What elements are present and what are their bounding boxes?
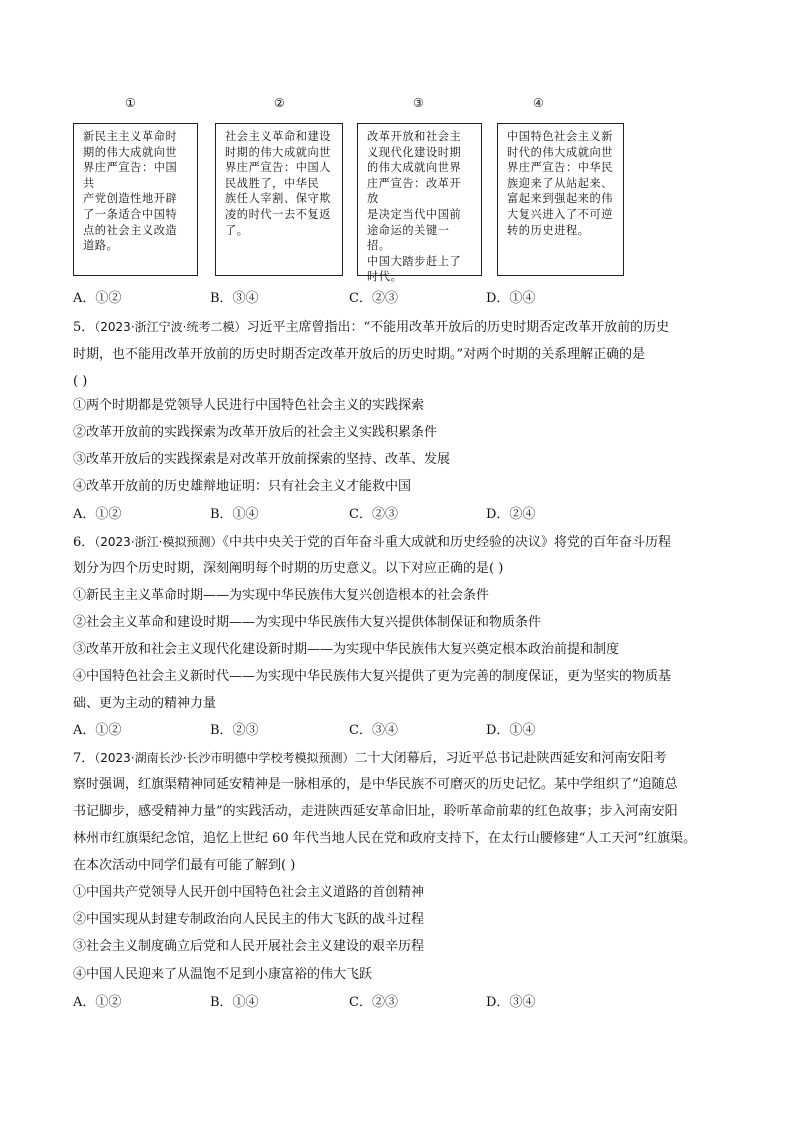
q6-option-d[interactable]: D．①④ [486,723,536,738]
box-line: 民战胜了，中华民 [225,176,320,190]
q5-statement-4: ④改革开放前的历史雄辩地证明：只有社会主义才能救中国 [73,479,412,494]
q5-stem-line-1 [73,318,754,337]
box-line: 大复兴进入了不可逆 [507,207,614,221]
q6-source: （2023·浙江·模拟预测） [94,535,223,549]
q7-option-b[interactable]: B．①④ [210,995,259,1010]
q7-statement-3: ③社会主义制度确立后党和人民开展社会主义建设的艰辛历程 [73,939,425,954]
diagram-box-2 [215,123,343,276]
box-line: 期的伟大成就向世 [83,145,178,159]
box-line: 中国大踏步赶上了 [367,254,462,268]
q6-option-b[interactable]: B．②③ [210,723,259,738]
box-line: 改革开放和社会主 [367,130,462,143]
q5-stem-line-2: 时期，也不能用改革开放前的历史时期否定改革开放后的历史时期。”对两个时期的关系理解正确的是 [73,347,646,362]
box-line: 途命运的关键一招。 [367,223,450,253]
box-line: 界庄严宣告：中国人 [225,161,332,175]
q6-option-a[interactable]: A．①② [73,723,122,738]
q5-statement-2: ②改革开放前的实践探索为改革开放后的社会主义实践积累条件 [73,425,438,440]
q6-statement-2: ②社会主义革命和建设时期——为实现中华民族伟大复兴提供体制保证和物质条件 [73,615,542,630]
box-line: 道路。 [83,239,119,253]
diagram-label-1: ① [125,96,136,110]
q4-option-c[interactable]: C．②③ [349,291,398,306]
q6-option-c[interactable]: C．③④ [349,723,398,738]
diagram-label-2: ② [274,96,285,110]
q7-source: （2023·湖南长沙·长沙市明德中学校考模拟预测） [94,751,355,765]
box-line: 的伟大成就向世界 [367,161,462,175]
q4-option-b[interactable]: B．③④ [210,291,259,306]
diagram-box-3 [357,123,482,284]
q5-statement-1: ①两个时期都是党领导人民进行中国特色社会主义的实践探索 [73,398,425,413]
q7-stem-line-5: 在本次活动中同学们最有可能了解到( ) [73,858,296,873]
box-line: 了。 [225,223,249,237]
q7-stem-line-3: 书记脚步，感受精神力量”的实践活动，走进陕西延安革命旧址，聆听革命前辈的红色故事；步入河南安阳 [73,804,678,819]
q6-stem-text: 《中共中央关于党的百年奋斗重大成就和历史经验的决议》将党的百年奋斗历程 [222,535,671,550]
box-line: 是决定当代中国前 [367,207,462,221]
box-line: 界庄严宣告：中国共 [83,161,178,190]
q6-statement-4: ④中国特色社会主义新时代——为实现中华民族伟大复兴提供了更为完善的制度保证，更为坚实的物质基 [73,669,672,684]
box-line: 义现代化建设时期 [367,145,462,159]
diagram-label-3: ③ [413,96,424,110]
q7-option-a[interactable]: A．①② [73,995,122,1010]
q5-source: （2023·浙江宁波·统考二模） [94,320,247,334]
q7-statement-1: ①中国共产党领导人民开创中国特色社会主义道路的首创精神 [73,885,425,900]
box-line: 时代。 [367,270,403,284]
q7-statement-4: ④中国人民迎来了从温饱不足到小康富裕的伟大飞跃 [73,967,373,982]
q5-answer-blank: ( ) [73,374,88,389]
q5-statement-3: ③改革开放后的实践探索是对改革开放前探索的坚持、改革、发展 [73,452,451,467]
diagram-box-4 [497,123,624,276]
box-line: 族任人宰割、保守欺 [225,192,332,206]
q5-option-c[interactable]: C．②③ [349,507,398,522]
q6-stem-line-1 [73,533,754,552]
box-line: 富起来到强起来的伟 [507,192,614,206]
q5-option-b[interactable]: B．①④ [210,507,259,522]
box-line: 凌的时代一去不复返 [225,207,332,221]
q5-number: 5． [73,320,95,335]
box-line: 了一条适合中国特 [83,207,178,221]
diagram-box-1 [73,123,198,276]
q4-option-d[interactable]: D．①④ [486,291,536,306]
q7-stem-text: 二十大闭幕后，习近平总书记赴陕西延安和河南安阳考 [354,751,667,766]
q4-option-a[interactable]: A．①② [73,291,122,306]
q6-statement-3: ③改革开放和社会主义现代化建设新时期——为实现中华民族伟大复兴奠定根本政治前提和制度 [73,642,620,657]
q6-number: 6． [73,535,95,550]
q7-number: 7． [73,751,95,766]
box-line: 族迎来了从站起来、 [507,176,614,190]
q7-option-c[interactable]: C．②③ [349,995,398,1010]
box-line: 庄严宣告：改革开放 [367,176,462,206]
box-line: 转的历史进程。 [507,223,590,237]
q7-stem-line-2: 察时强调，红旗渠精神同延安精神是一脉相承的，是中华民族不可磨灭的历史记忆。某中学组织了“追随总 [73,777,678,792]
box-line: 点的社会主义改造 [83,223,178,237]
q6-statement-1: ①新民主主义革命时期——为实现中华民族伟大复兴创造根本的社会条件 [73,588,490,603]
q5-option-a[interactable]: A．①② [73,507,122,522]
q6-statement-4-cont: 础、更为主动的精神力量 [73,696,217,711]
q7-stem-line-4: 林州市红旗渠纪念馆，追忆上世纪 60 年代当地人民在党和政府支持下，在太行山腰修建“人工天河”红旗渠。 [73,831,697,846]
box-line: 中国特色社会主义新 [507,130,614,143]
box-line: 新民主主义革命时 [83,130,178,143]
box-line: 界庄严宣告：中华民 [507,161,614,175]
q5-stem-text: 习近平主席曾指出：“不能用改革开放后的历史时期否定改革开放前的历史 [246,320,670,335]
q5-option-d[interactable]: D．②④ [486,507,536,522]
box-line: 时代的伟大成就向世 [507,145,614,159]
box-line: 时期的伟大成就向世 [225,145,332,159]
q7-option-d[interactable]: D．③④ [486,995,536,1010]
box-line: 社会主义革命和建设 [225,130,332,143]
q7-statement-2: ②中国实现从封建专制政治向人民民主的伟大飞跃的战斗过程 [73,912,425,927]
q6-stem-line-2: 划分为四个历史时期，深刻阐明每个时期的历史意义。以下对应正确的是( ) [73,561,504,576]
diagram-label-4: ④ [533,96,544,110]
q7-stem-line-1 [73,749,754,768]
box-line: 产党创造性地开辟 [83,192,178,206]
